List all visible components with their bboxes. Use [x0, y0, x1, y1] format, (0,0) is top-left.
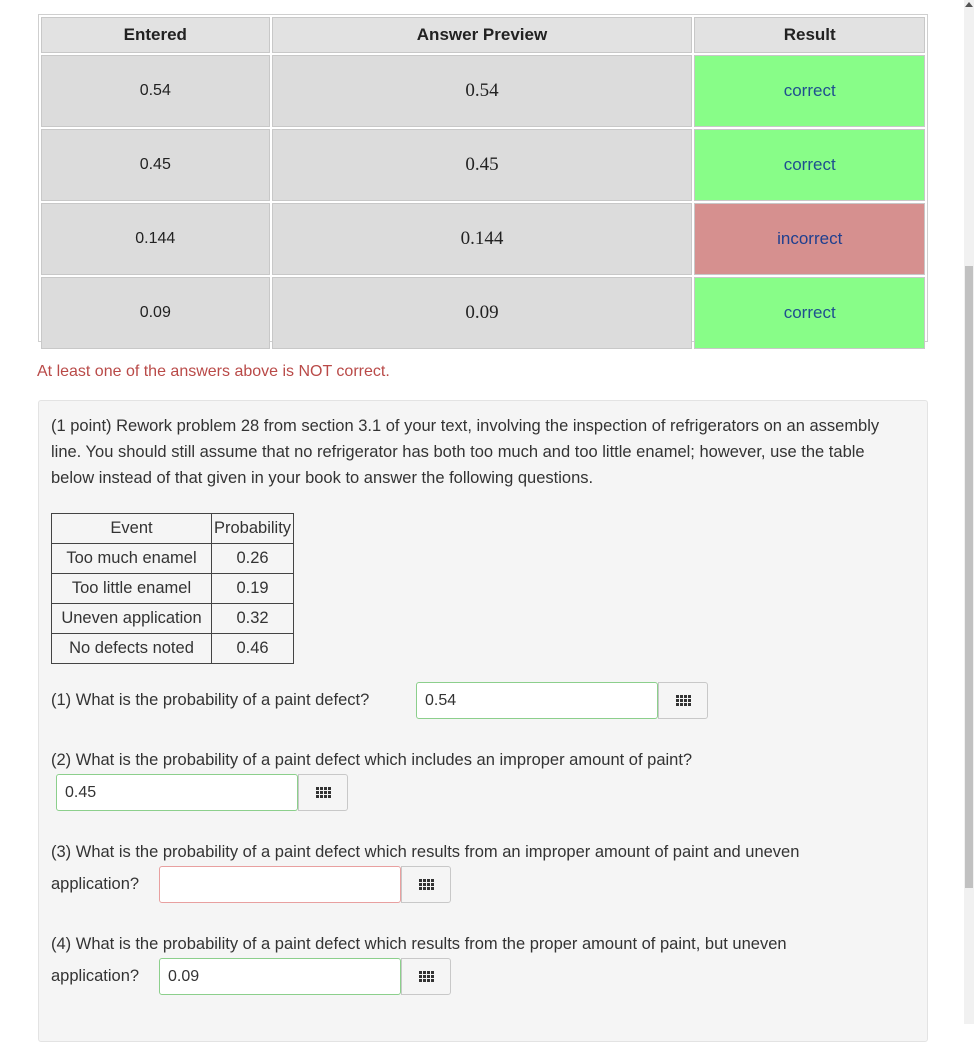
result-cell: correct — [694, 55, 925, 127]
page-scrollbar[interactable] — [964, 0, 974, 1024]
header-answer-preview: Answer Preview — [272, 17, 693, 53]
probability-cell: 0.19 — [212, 574, 294, 604]
table-row — [52, 574, 294, 604]
grid-icon — [316, 787, 331, 798]
event-header: Event — [52, 514, 212, 544]
answer-2-input[interactable]: 0.45 — [56, 774, 298, 811]
entered-cell: 0.45 — [41, 129, 270, 201]
result-cell: correct — [694, 277, 925, 349]
question-3-text-line2: application? — [51, 875, 140, 893]
probability-cell: 0.32 — [212, 604, 294, 634]
scroll-thumb[interactable] — [965, 266, 973, 888]
answer-4-input[interactable]: 0.09 — [159, 958, 401, 995]
table-row — [52, 544, 294, 574]
grid-icon — [419, 971, 434, 982]
question-1-text: (1) What is the probability of a paint defect? — [51, 691, 370, 709]
question-4-text-line1: (4) What is the probability of a paint defect which results from the proper amount of paint, but uneven — [51, 935, 787, 953]
probability-table — [51, 513, 294, 664]
equation-editor-button-4[interactable] — [401, 958, 451, 995]
equation-editor-button-2[interactable] — [298, 774, 348, 811]
preview-cell: 0.144 — [272, 203, 693, 275]
scroll-up-arrow-icon[interactable] — [965, 2, 973, 7]
equation-editor-button-1[interactable] — [658, 682, 708, 719]
equation-editor-button-3[interactable] — [401, 866, 451, 903]
table-row — [52, 604, 294, 634]
event-cell: Too little enamel — [52, 574, 212, 604]
problem-panel — [38, 400, 928, 1042]
event-cell: Uneven application — [52, 604, 212, 634]
probability-cell: 0.46 — [212, 634, 294, 664]
question-3-text-line1: (3) What is the probability of a paint defect which results from an improper amount of paint and uneven — [51, 843, 800, 861]
entered-cell: 0.09 — [41, 277, 270, 349]
header-entered: Entered — [41, 17, 270, 53]
table-row — [52, 634, 294, 664]
probability-header: Probability — [212, 514, 294, 544]
result-cell: correct — [694, 129, 925, 201]
preview-cell: 0.54 — [272, 55, 693, 127]
problem-statement: (1 point) Rework problem 28 from section 3.1 of your text, involving the inspection of refrigerators on an assembly line. You should still assume that no refrigerator has both too much and too little enamel; however, use the table below instead of that given in your book to answer the following questions. — [51, 417, 880, 487]
probability-cell: 0.26 — [212, 544, 294, 574]
grid-icon — [419, 879, 434, 890]
entered-cell: 0.144 — [41, 203, 270, 275]
table-row — [41, 55, 925, 127]
result-cell: incorrect — [694, 203, 925, 275]
table-row — [41, 129, 925, 201]
header-result: Result — [694, 17, 925, 53]
preview-cell: 0.45 — [272, 129, 693, 201]
attempt-results-table — [38, 14, 928, 342]
event-cell: No defects noted — [52, 634, 212, 664]
preview-cell: 0.09 — [272, 277, 693, 349]
table-row — [41, 277, 925, 349]
event-cell: Too much enamel — [52, 544, 212, 574]
grid-icon — [676, 695, 691, 706]
entered-cell: 0.54 — [41, 55, 270, 127]
table-row — [41, 203, 925, 275]
question-4-text-line2: application? — [51, 967, 140, 985]
incorrect-warning-message: At least one of the answers above is NOT correct. — [37, 363, 390, 380]
answer-1-input[interactable]: 0.54 — [416, 682, 658, 719]
question-2-text: (2) What is the probability of a paint defect which includes an improper amount of paint? — [51, 751, 693, 769]
answer-3-input[interactable] — [159, 866, 401, 903]
